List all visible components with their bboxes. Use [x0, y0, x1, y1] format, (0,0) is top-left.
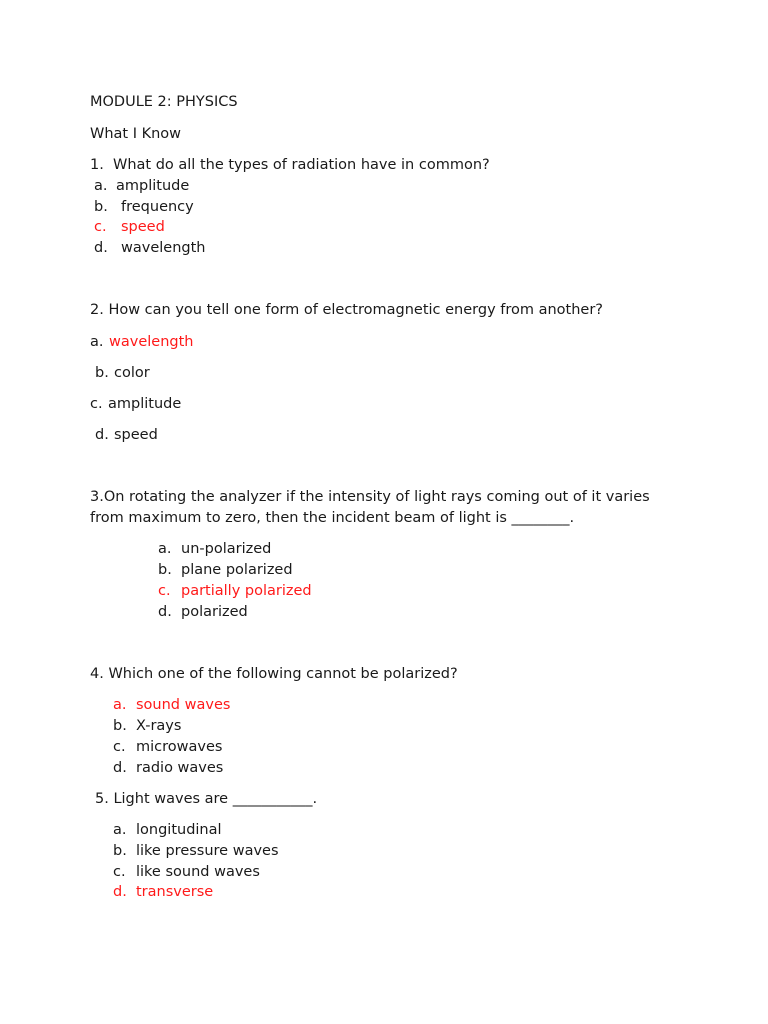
q2-option-c-text: amplitude — [108, 396, 182, 412]
q5-option-b-letter: b. — [113, 843, 127, 859]
question-2-text: 2. How can you tell one form of electromagnetic energy from another? — [90, 302, 604, 318]
q2-option-a-text: wavelength — [109, 334, 194, 350]
q3-option-d-letter: d. — [158, 604, 172, 620]
question-1-text: What do all the types of radiation have in common? — [113, 157, 490, 173]
q4-option-a-letter: a. — [113, 697, 127, 713]
q2-option-d-text: speed — [114, 427, 158, 443]
q1-option-b-letter: b. — [94, 199, 108, 215]
q3-option-d-text: polarized — [181, 604, 248, 620]
module-title: MODULE 2: PHYSICS — [90, 94, 238, 110]
question-3-text-line-1: 3.On rotating the analyzer if the intensity of light rays coming out of it varies — [90, 489, 650, 505]
q4-option-d-letter: d. — [113, 760, 127, 776]
q3-option-a-letter: a. — [158, 541, 172, 557]
q3-option-c-letter: c. — [158, 583, 171, 599]
question-4-text: 4. Which one of the following cannot be polarized? — [90, 666, 458, 682]
q5-option-c-text: like sound waves — [136, 864, 260, 880]
q5-option-b-text: like pressure waves — [136, 843, 279, 859]
q3-option-b-letter: b. — [158, 562, 172, 578]
section-title: What I Know — [90, 126, 182, 142]
q1-option-a-text: amplitude — [116, 178, 190, 194]
q4-option-c-letter: c. — [113, 739, 126, 755]
question-3-text-line-2: from maximum to zero, then the incident beam of light is ________. — [90, 510, 575, 526]
q3-option-a-text: un-polarized — [181, 541, 272, 557]
q1-option-c-letter: c. — [94, 219, 107, 235]
q1-option-a-letter: a. — [94, 178, 108, 194]
question-1-number: 1. — [90, 157, 104, 173]
q2-option-b-text: color — [114, 365, 150, 381]
q3-option-c-text: partially polarized — [181, 583, 312, 599]
q5-option-a-text: longitudinal — [136, 822, 222, 838]
q5-option-c-letter: c. — [113, 864, 126, 880]
question-5-text: 5. Light waves are ___________. — [95, 791, 318, 807]
q1-option-b-text: frequency — [121, 199, 194, 215]
q5-option-d-letter: d. — [113, 884, 127, 900]
q2-option-a-letter: a. — [90, 334, 104, 350]
q4-option-b-text: X-rays — [136, 718, 182, 734]
q4-option-c-text: microwaves — [136, 739, 223, 755]
q2-option-c-letter: c. — [90, 396, 103, 412]
q1-option-d-text: wavelength — [121, 240, 206, 256]
q2-option-d-letter: d. — [95, 427, 109, 443]
q4-option-a-text: sound waves — [136, 697, 231, 713]
q1-option-d-letter: d. — [94, 240, 108, 256]
q2-option-b-letter: b. — [95, 365, 109, 381]
q5-option-a-letter: a. — [113, 822, 127, 838]
q5-option-d-text: transverse — [136, 884, 214, 900]
q4-option-b-letter: b. — [113, 718, 127, 734]
q1-option-c-text: speed — [121, 219, 165, 235]
q3-option-b-text: plane polarized — [181, 562, 293, 578]
q4-option-d-text: radio waves — [136, 760, 224, 776]
